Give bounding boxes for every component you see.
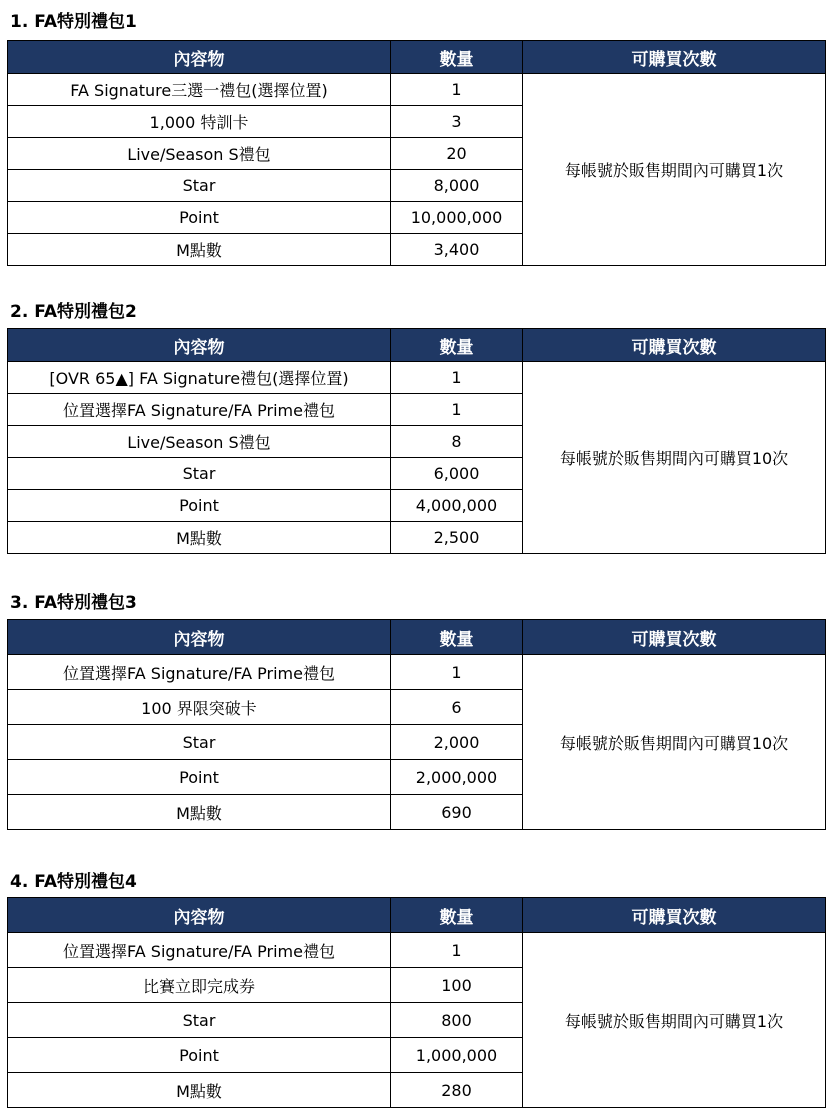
package-table <box>7 40 826 266</box>
item-cell: Live/Season S禮包 <box>8 138 391 170</box>
header-limit: 可購買次數 <box>523 329 826 362</box>
qty-cell: 1 <box>391 74 523 106</box>
qty-cell: 20 <box>391 138 523 170</box>
item-cell: M點數 <box>8 795 391 830</box>
qty-cell: 1 <box>391 933 523 968</box>
table-row <box>8 362 826 394</box>
item-cell: 位置選擇FA Signature/FA Prime禮包 <box>8 933 391 968</box>
header-limit: 可購買次數 <box>523 41 826 74</box>
limit-cell: 每帳號於販售期間內可購買10次 <box>523 655 826 830</box>
qty-cell: 1 <box>391 655 523 690</box>
qty-cell: 3 <box>391 106 523 138</box>
package-title: 4. FA特別禮包4 <box>10 872 137 892</box>
item-cell: 位置選擇FA Signature/FA Prime禮包 <box>8 394 391 426</box>
header-content: 內容物 <box>8 898 391 933</box>
package-title: 2. FA特別禮包2 <box>10 302 137 322</box>
qty-cell: 100 <box>391 968 523 1003</box>
item-cell: Star <box>8 1003 391 1038</box>
item-cell: Point <box>8 202 391 234</box>
item-cell: FA Signature三選一禮包(選擇位置) <box>8 74 391 106</box>
qty-cell: 800 <box>391 1003 523 1038</box>
qty-cell: 1 <box>391 362 523 394</box>
qty-cell: 1 <box>391 394 523 426</box>
item-cell: 位置選擇FA Signature/FA Prime禮包 <box>8 655 391 690</box>
item-cell: Star <box>8 725 391 760</box>
qty-cell: 2,000 <box>391 725 523 760</box>
qty-cell: 2,500 <box>391 522 523 554</box>
qty-cell: 8,000 <box>391 170 523 202</box>
qty-cell: 280 <box>391 1073 523 1108</box>
qty-cell: 4,000,000 <box>391 490 523 522</box>
qty-cell: 6,000 <box>391 458 523 490</box>
package-title: 1. FA特別禮包1 <box>10 12 137 32</box>
item-cell: M點數 <box>8 1073 391 1108</box>
item-cell: Star <box>8 458 391 490</box>
item-cell: M點數 <box>8 522 391 554</box>
qty-cell: 690 <box>391 795 523 830</box>
header-content: 內容物 <box>8 329 391 362</box>
item-cell: M點數 <box>8 234 391 266</box>
package-table <box>7 897 826 1108</box>
header-qty: 數量 <box>391 41 523 74</box>
header-limit: 可購買次數 <box>523 898 826 933</box>
header-qty: 數量 <box>391 329 523 362</box>
qty-cell: 2,000,000 <box>391 760 523 795</box>
limit-cell: 每帳號於販售期間內可購買1次 <box>523 74 826 266</box>
limit-cell: 每帳號於販售期間內可購買1次 <box>523 933 826 1108</box>
header-qty: 數量 <box>391 898 523 933</box>
qty-cell: 10,000,000 <box>391 202 523 234</box>
package-title: 3. FA特別禮包3 <box>10 593 137 613</box>
header-content: 內容物 <box>8 620 391 655</box>
table-row <box>8 655 826 690</box>
item-cell: Point <box>8 1038 391 1073</box>
item-cell: 100 界限突破卡 <box>8 690 391 725</box>
item-cell: Point <box>8 760 391 795</box>
item-cell: [OVR 65▲] FA Signature禮包(選擇位置) <box>8 362 391 394</box>
header-qty: 數量 <box>391 620 523 655</box>
package-table <box>7 619 826 830</box>
table-row <box>8 74 826 106</box>
header-limit: 可購買次數 <box>523 620 826 655</box>
qty-cell: 6 <box>391 690 523 725</box>
item-cell: 比賽立即完成券 <box>8 968 391 1003</box>
limit-cell: 每帳號於販售期間內可購買10次 <box>523 362 826 554</box>
header-content: 內容物 <box>8 41 391 74</box>
item-cell: Star <box>8 170 391 202</box>
qty-cell: 3,400 <box>391 234 523 266</box>
item-cell: Live/Season S禮包 <box>8 426 391 458</box>
qty-cell: 1,000,000 <box>391 1038 523 1073</box>
qty-cell: 8 <box>391 426 523 458</box>
table-row <box>8 933 826 968</box>
item-cell: 1,000 特訓卡 <box>8 106 391 138</box>
package-table <box>7 328 826 554</box>
item-cell: Point <box>8 490 391 522</box>
